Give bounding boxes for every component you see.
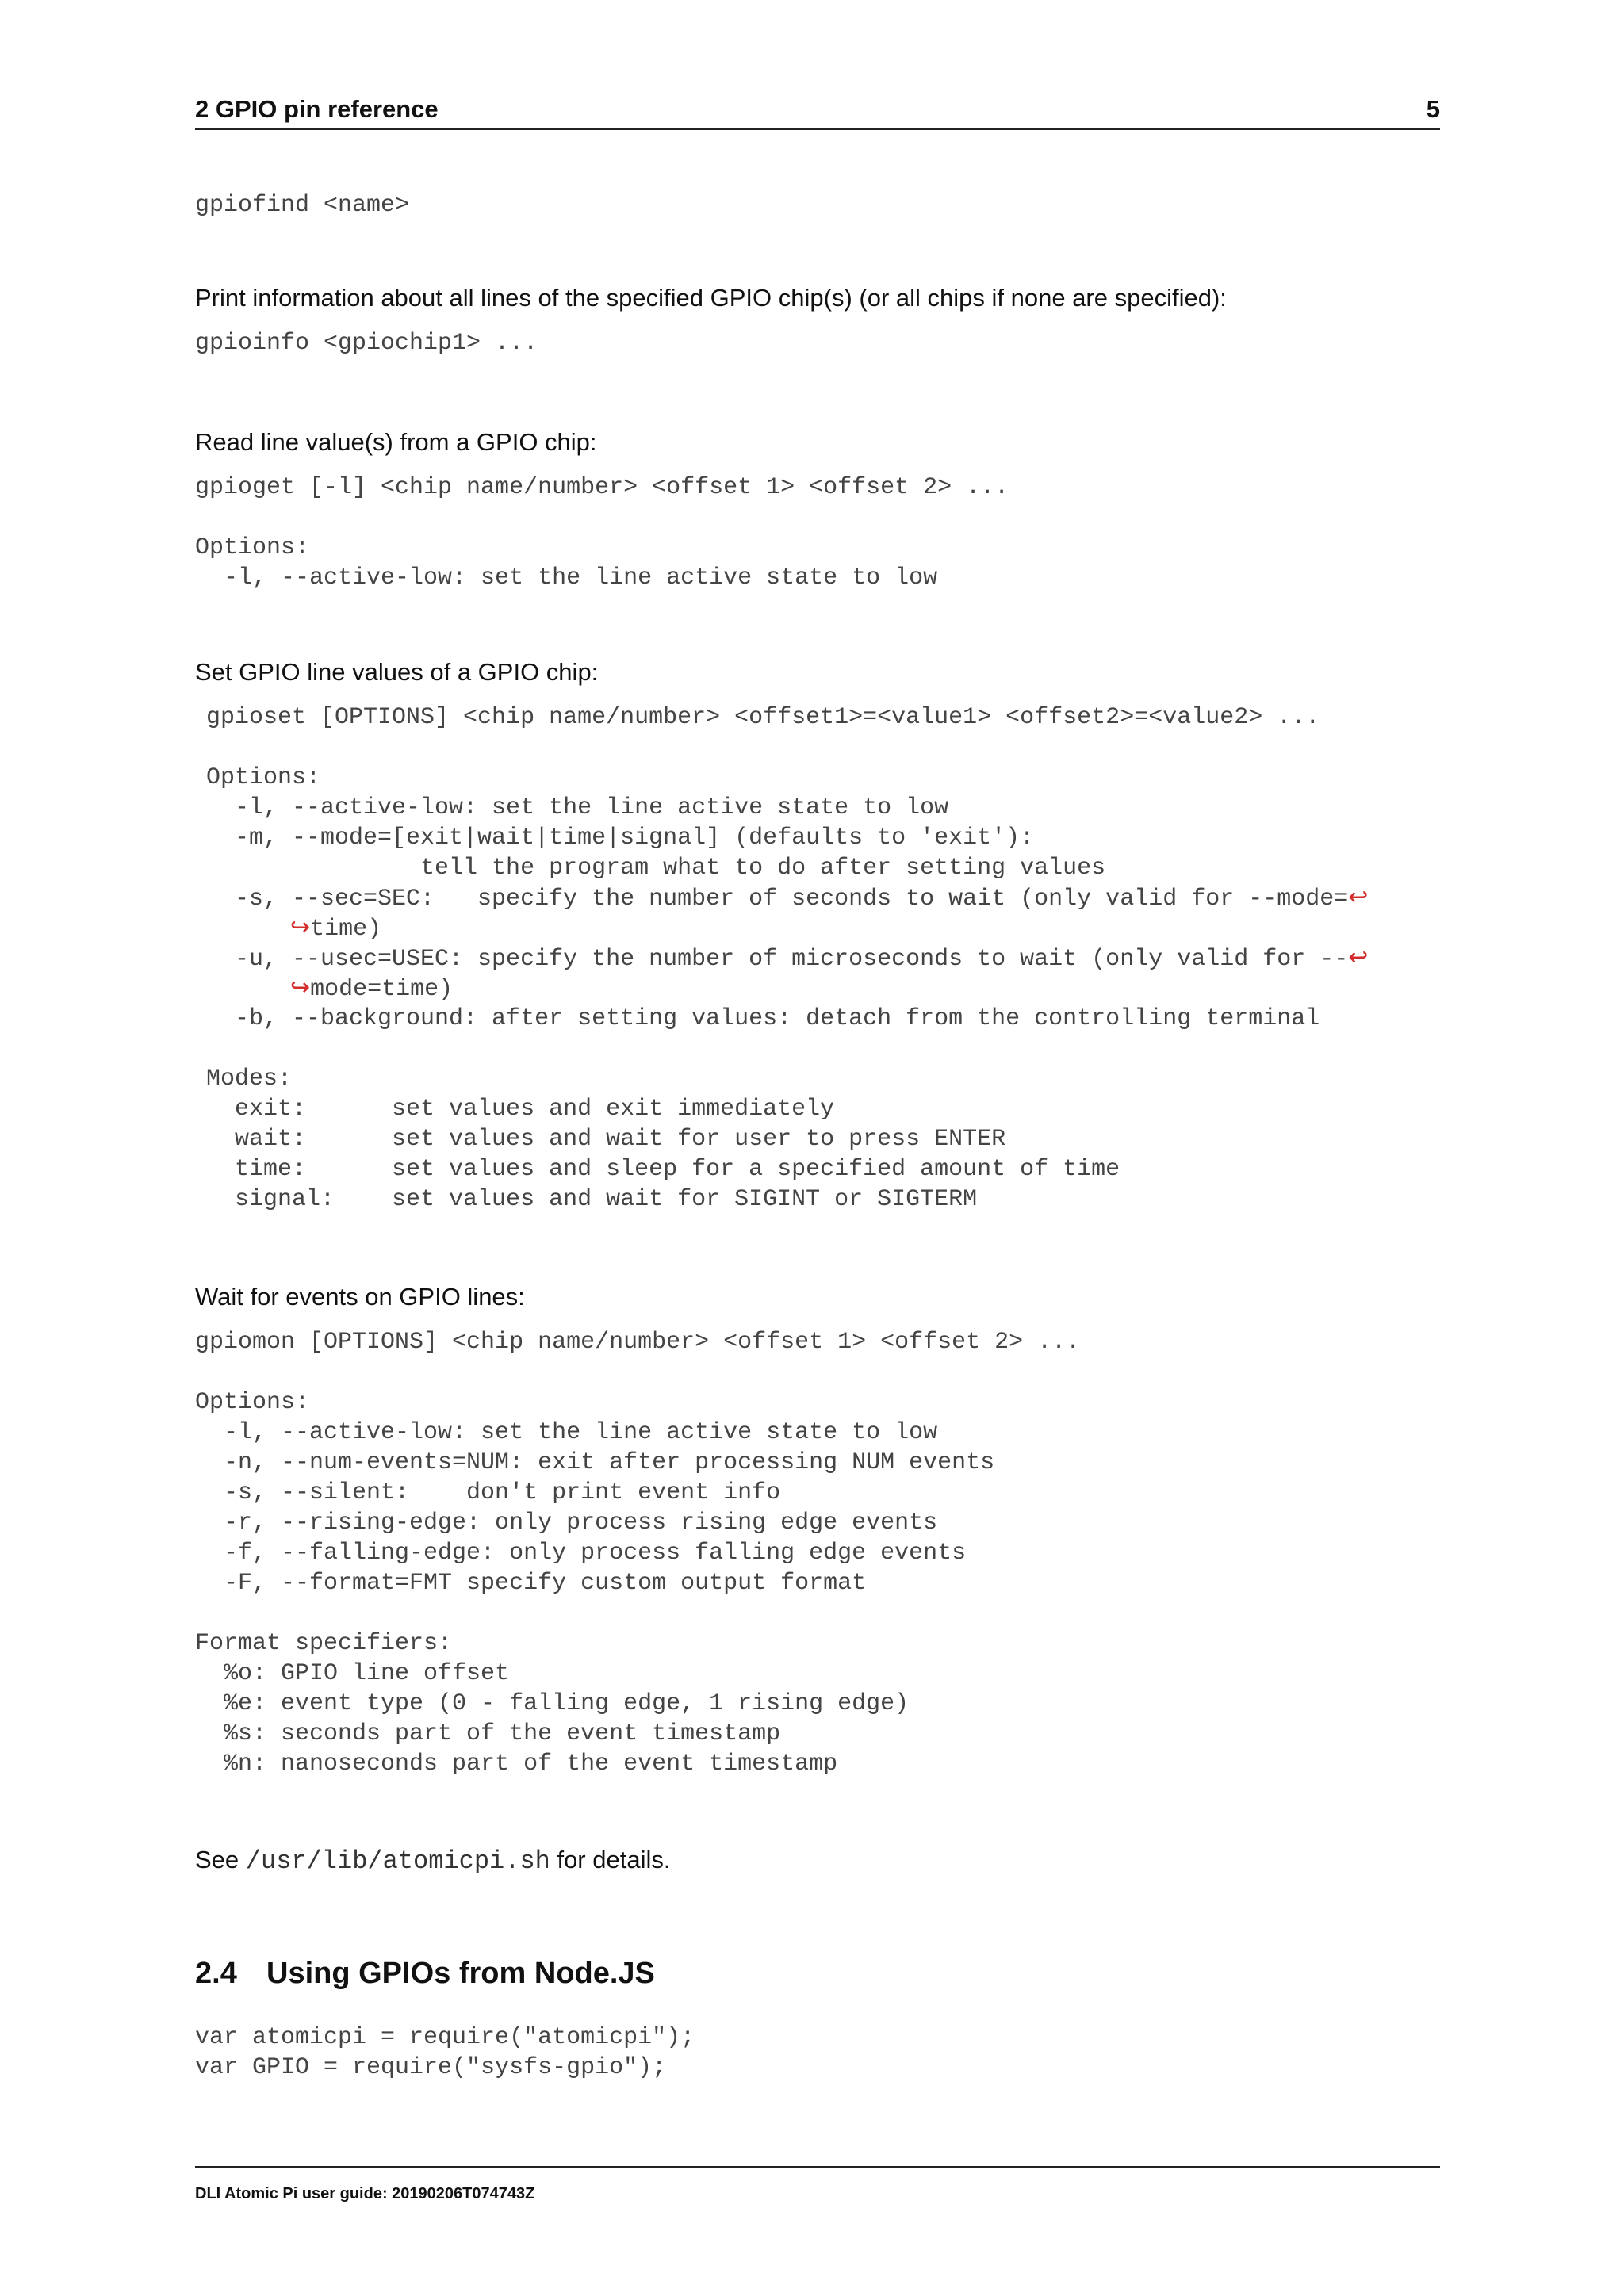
gpiomon-code-block	[195, 1327, 1440, 1779]
gpioget-code-block	[195, 473, 1440, 593]
code-line-wrapped	[206, 943, 1440, 974]
code-line: -u, --usec=USEC: specify the number of microseconds to wait (only valid for --	[206, 946, 1349, 973]
code-line-continuation	[206, 974, 1440, 1004]
see-also-paragraph	[195, 1844, 1440, 1877]
line-wrap-arrow-icon: ↩	[1348, 883, 1369, 911]
code-line: gpiomon [OPTIONS] <chip name/number> <offset 1> <offset 2> ...	[195, 1329, 1081, 1356]
code-line: gpioget [-l] <chip name/number> <offset 1> <offset 2> ...	[195, 474, 1009, 501]
code-line: mode=time)	[310, 976, 454, 1003]
gpiofind-command: gpiofind <name>	[195, 192, 410, 219]
code-line: wait: set values and wait for user to press ENTER	[206, 1126, 1006, 1153]
page-footer	[195, 2166, 1440, 2203]
code-line: exit: set values and exit immediately	[206, 1096, 835, 1123]
code-line: Format specifiers:	[195, 1630, 453, 1657]
code-line: %n: nanoseconds part of the event timestamp	[195, 1751, 838, 1777]
gpiomon-description: Wait for events on GPIO lines:	[195, 1283, 525, 1311]
nodejs-code-block	[195, 2022, 1440, 2083]
code-line: var atomicpi = require("atomicpi");	[195, 2024, 695, 2051]
see-also-suffix: for details.	[550, 1846, 671, 1873]
code-line: tell the program what to do after setting values	[206, 855, 1106, 882]
line-continue-arrow-icon: ↪	[290, 974, 311, 1001]
code-line: -b, --background: after setting values: detach from the controlling terminal	[206, 1005, 1320, 1032]
code-line-wrapped	[206, 883, 1440, 913]
see-also-prefix: See	[195, 1846, 246, 1873]
code-line: -s, --silent: don't print event info	[195, 1479, 781, 1506]
gpioget-description: Read line value(s) from a GPIO chip:	[195, 428, 597, 456]
footer-text: DLI Atomic Pi user guide: 20190206T074743Z	[195, 2185, 535, 2202]
code-line: -f, --falling-edge: only process falling edge events	[195, 1540, 967, 1567]
code-line-continuation	[206, 913, 1440, 943]
gpioinfo-command: gpioinfo <gpiochip1> ...	[195, 330, 538, 357]
code-line	[206, 733, 1440, 763]
code-line: time: set values and sleep for a specified amount of time	[206, 1156, 1120, 1183]
code-line: -s, --sec=SEC: specify the number of seconds to wait (only valid for --mode=	[206, 886, 1349, 913]
page-header	[195, 89, 1440, 130]
code-line	[195, 503, 1440, 533]
code-line: %o: GPIO line offset	[195, 1660, 510, 1687]
line-continue-arrow-icon: ↪	[290, 913, 311, 941]
page-number: 5	[1426, 95, 1440, 123]
code-line: %e: event type (0 - falling edge, 1 rising edge)	[195, 1690, 910, 1717]
code-line: Options:	[195, 1389, 310, 1416]
code-line: -F, --format=FMT specify custom output format	[195, 1570, 867, 1597]
page-content	[195, 190, 1440, 2083]
section-title: Using GPIOs from Node.JS	[266, 1957, 655, 1990]
code-line: -l, --active-low: set the line active state to low	[195, 564, 938, 591]
code-line	[195, 1598, 1440, 1628]
line-wrap-arrow-icon: ↩	[1348, 943, 1369, 971]
code-line: %s: seconds part of the event timestamp	[195, 1720, 781, 1747]
code-line: Options:	[206, 764, 321, 791]
code-line: Options:	[195, 534, 310, 561]
section-heading	[195, 1957, 1440, 1991]
code-line	[195, 1357, 1440, 1387]
code-line: -n, --num-events=NUM: exit after processing NUM events	[195, 1449, 995, 1476]
code-line	[206, 1034, 1440, 1064]
gpioset-code-block	[206, 702, 1440, 1215]
code-line: -m, --mode=[exit|wait|time|signal] (defaults to 'exit'):	[206, 825, 1035, 851]
gpioinfo-description: Print information about all lines of the specified GPIO chip(s) (or all chips if none are specified):	[195, 284, 1227, 312]
code-line: -r, --rising-edge: only process rising edge events	[195, 1510, 938, 1536]
code-line: time)	[310, 916, 382, 943]
gpioset-description: Set GPIO line values of a GPIO chip:	[195, 658, 599, 686]
script-path: /usr/lib/atomicpi.sh	[245, 1846, 550, 1876]
code-line: Modes:	[206, 1066, 293, 1093]
code-line: gpioset [OPTIONS] <chip name/number> <offset1>=<value1> <offset2>=<value2> ...	[206, 704, 1320, 731]
code-line: signal: set values and wait for SIGINT or SIGTERM	[206, 1186, 978, 1213]
code-line: var GPIO = require("sysfs-gpio");	[195, 2054, 667, 2081]
code-line: -l, --active-low: set the line active state to low	[195, 1419, 938, 1446]
code-line: -l, --active-low: set the line active state to low	[206, 794, 949, 821]
running-section-title: 2 GPIO pin reference	[195, 95, 439, 123]
section-number: 2.4	[195, 1957, 237, 1990]
